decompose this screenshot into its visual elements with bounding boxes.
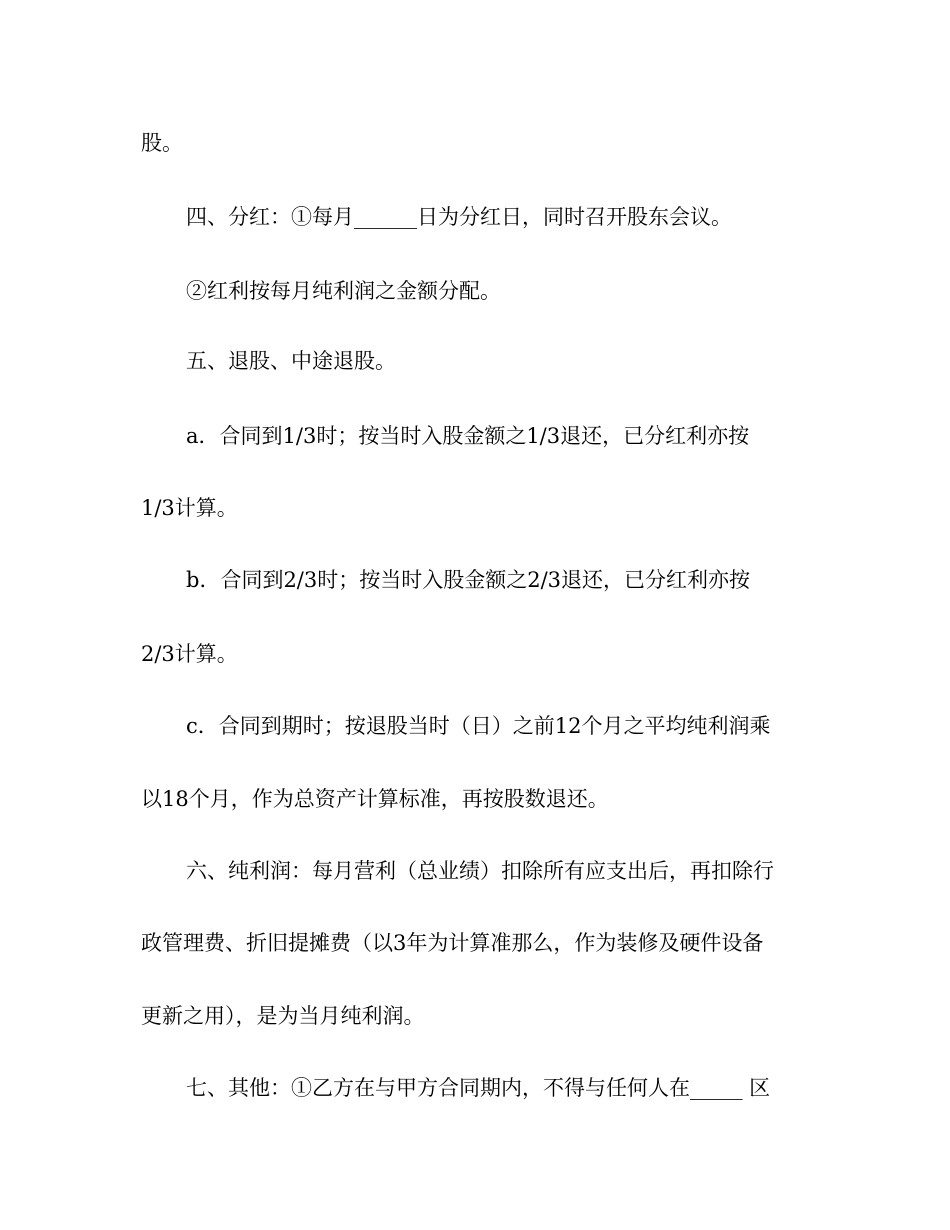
text-line: c．合同到期时；按退股当时（日）之前12个月之平均纯利润乘	[186, 714, 771, 738]
text-line: ②红利按每月纯利润之金额分配。	[186, 279, 501, 303]
text-line: 以18个月，作为总资产计算标准，再按股数退还。	[141, 787, 609, 811]
text-line: 股。	[141, 131, 183, 155]
text-line: 1/3计算。	[141, 496, 238, 520]
text-line: b．合同到2/3时；按当时入股金额之2/3退还，已分红利亦按	[186, 568, 751, 592]
text-line: 六、纯利润：每月营利（总业绩）扣除所有应支出后，再扣除行	[186, 859, 774, 883]
text-line: 四、分红：①每月______日为分红日，同时召开股东会议。	[186, 205, 732, 229]
text-line: 政管理费、折旧提摊费（以3年为计算准那么，作为装修及硬件设备	[141, 931, 764, 955]
text-line: 2/3计算。	[141, 642, 238, 666]
text-line: 更新之用），是为当月纯利润。	[141, 1004, 425, 1028]
text-line: 七、其他：①乙方在与甲方合同期内，不得与任何人在_____ 区	[186, 1076, 771, 1100]
text-line: 五、退股、中途退股。	[186, 349, 396, 373]
text-line: a．合同到1/3时；按当时入股金额之1/3退还，已分红利亦按	[186, 424, 750, 448]
